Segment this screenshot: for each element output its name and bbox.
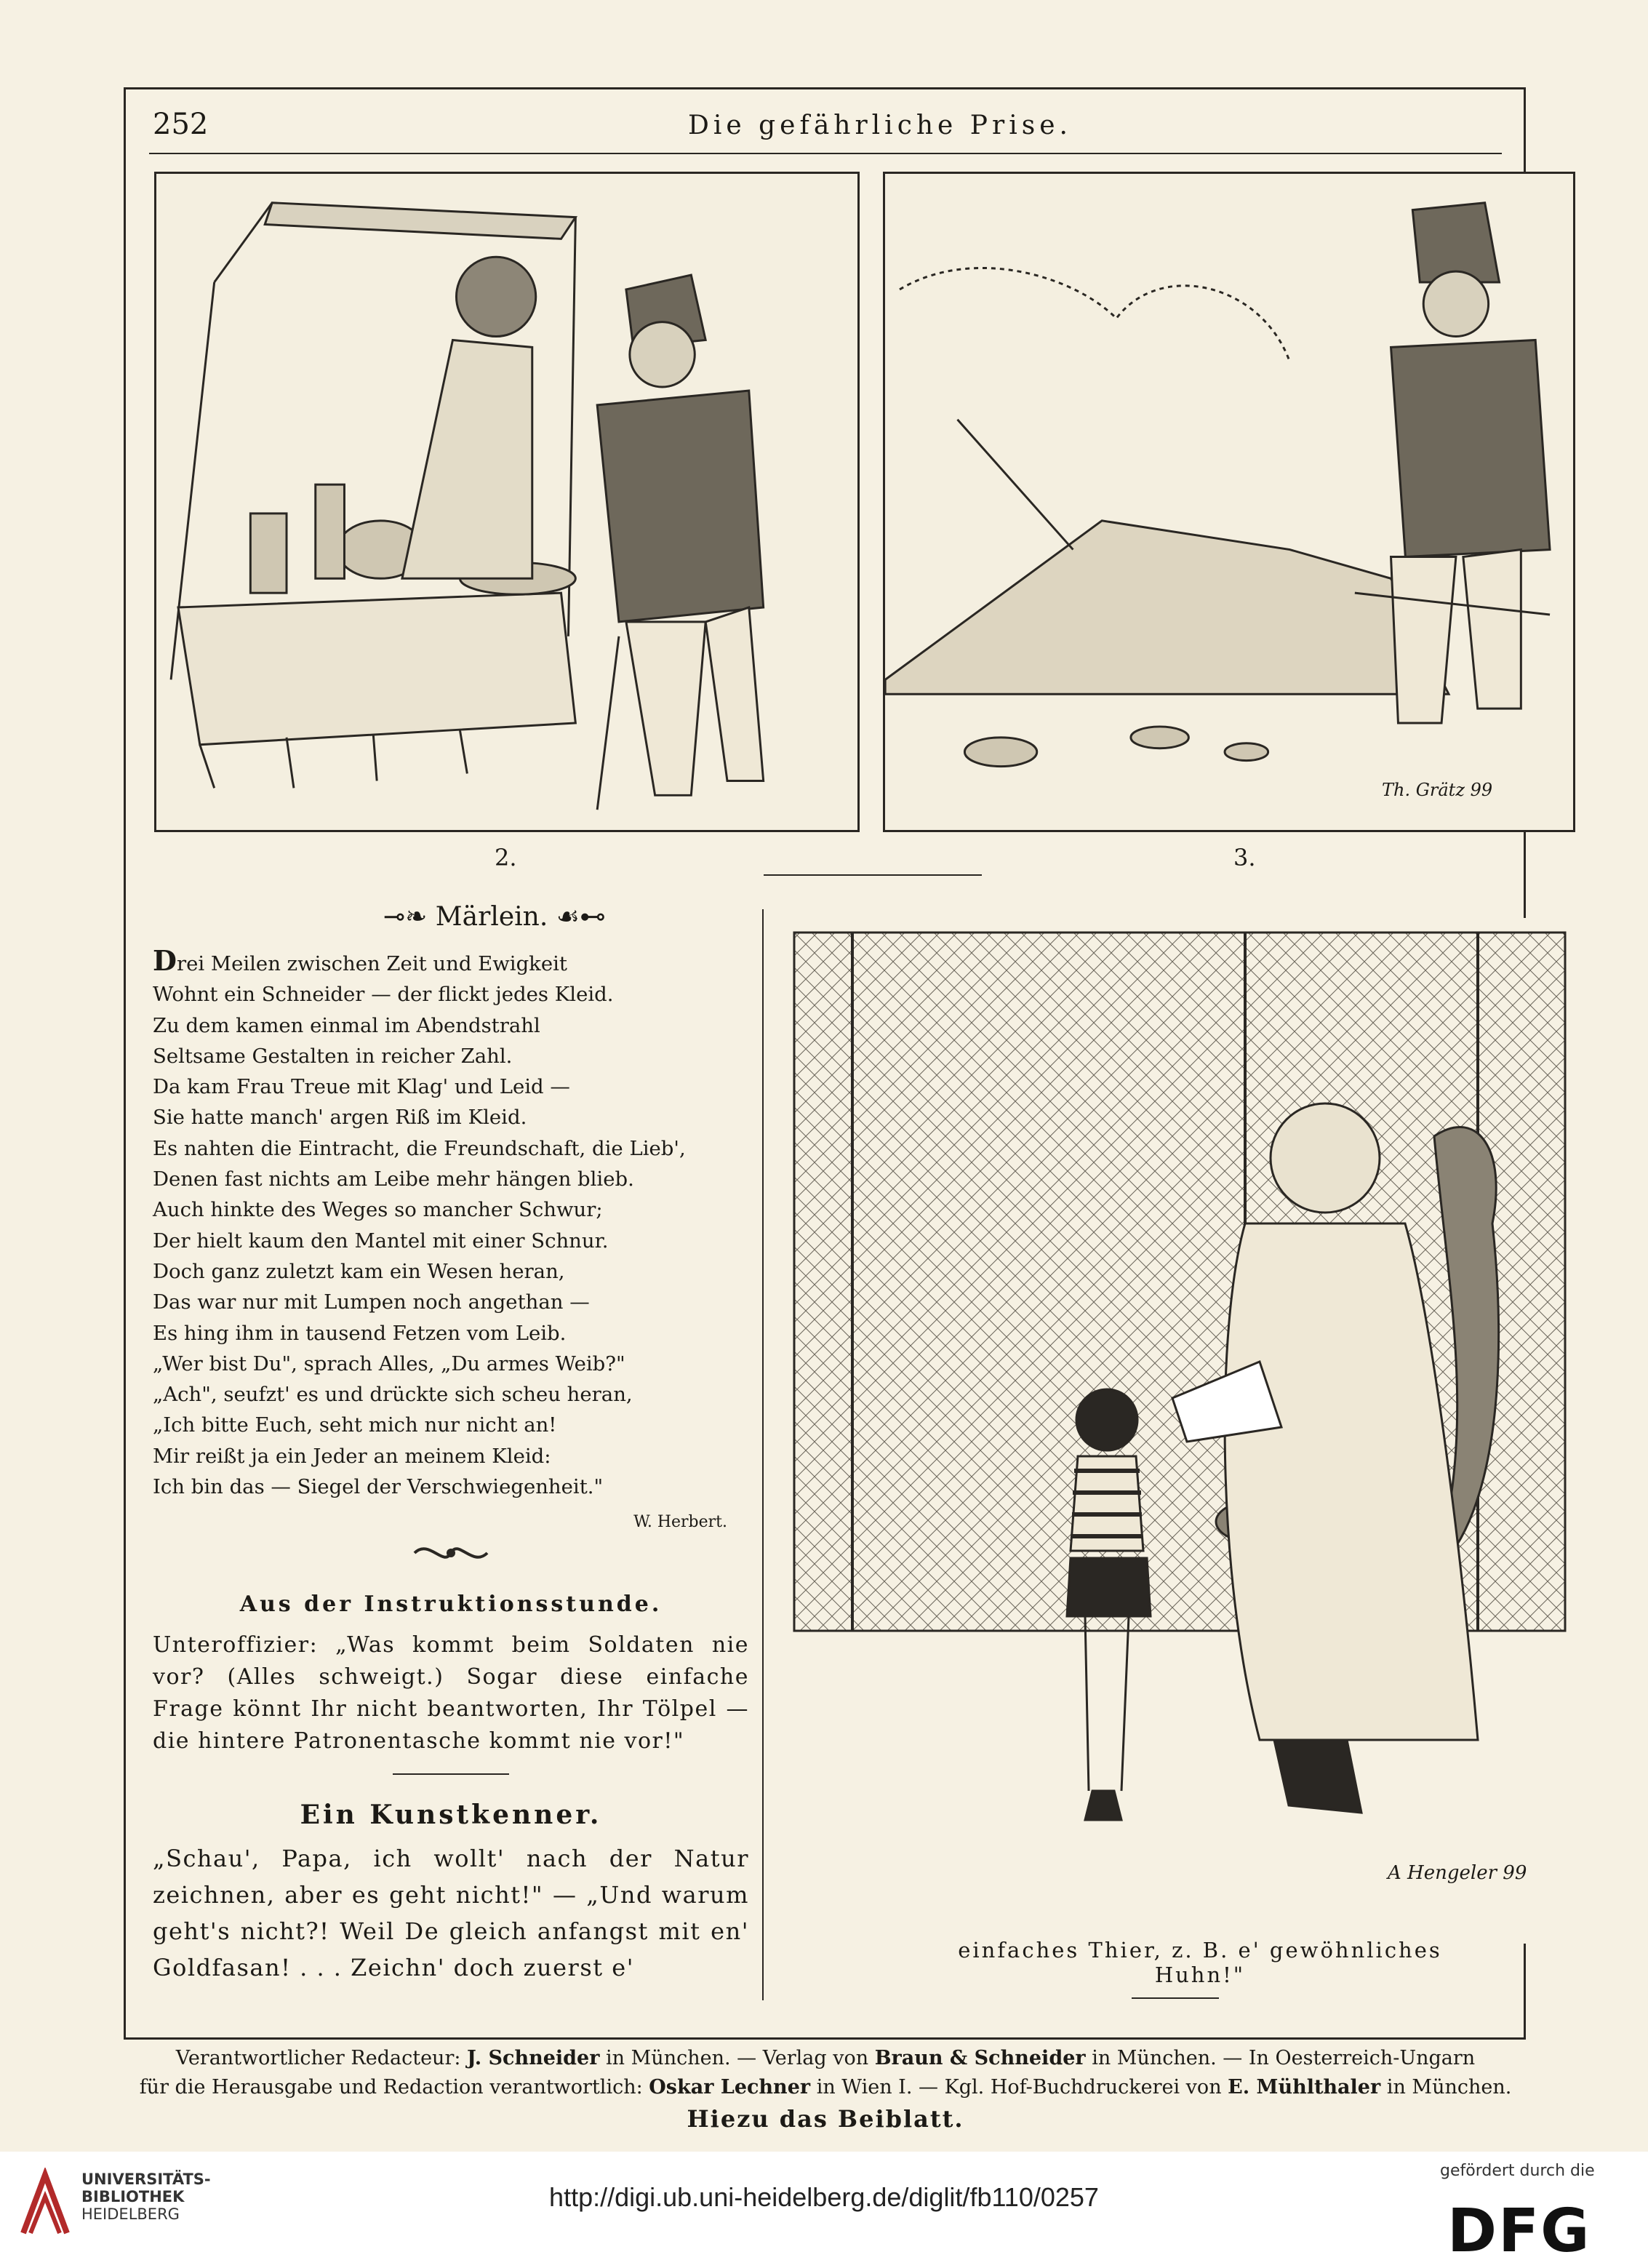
source-url-link[interactable]: http://digi.ub.uni-heidelberg.de/diglit/fb110/0257 — [549, 2182, 1099, 2212]
poem-line: „Wer bist Du", sprach Alles, „Du armes Weib?" — [153, 1351, 625, 1375]
poem-line: Wohnt ein Schneider — der flickt jedes Kleid. — [153, 983, 614, 1007]
figure-label-2: 2. — [495, 844, 517, 871]
figure-label-3: 3. — [1233, 844, 1256, 871]
poem-line: Doch ganz zuletzt kam ein Wesen heran, — [153, 1259, 565, 1283]
poem-line: „Ach", seufzt' es und drückte sich scheu heran, — [153, 1383, 633, 1407]
ornament-right: ☙⊷ — [548, 902, 606, 932]
connoisseur-text: „Schau', Papa, ich wollt' nach der Natur zeichnen, aber es geht nicht!" — „Und warum geht's nicht?! Weil De gleich anfangst mit en' Goldfasan! . . . Zeichn' doch zuerst e' — [153, 1845, 749, 1981]
poem-line: Mir reißt ja ein Jeder an meinem Kleid: — [153, 1444, 551, 1468]
divider-rule — [393, 1773, 509, 1775]
signature-hengeler: A Hengeler 99 — [1388, 1862, 1527, 1884]
poem-line: Ich bin das — Siegel der Verschwiegenheit." — [153, 1475, 604, 1499]
instruction-title: Aus der Instruktionsstunde. — [239, 1592, 663, 1617]
poem-line: Auch hinkte des Weges so mancher Schwur; — [153, 1198, 603, 1222]
connoisseur-title: Ein Kunstkenner. — [300, 1800, 602, 1830]
poem-line: Denen fast nichts am Leibe mehr hängen blieb. — [153, 1167, 634, 1191]
poem-line: Der hielt kaum den Mantel mit einer Schnur. — [153, 1229, 609, 1253]
imprint — [124, 2044, 1527, 2102]
poem-line: Zu dem kamen einmal im Abendstrahl — [153, 1013, 540, 1037]
poem-body — [153, 946, 749, 1502]
flourish-ornament — [407, 1535, 495, 1571]
poem-line: Sie hatte manch' argen Riß im Kleid. — [153, 1106, 527, 1130]
poem-line: Es nahten die Eintracht, die Freundschaft, die Lieb', — [153, 1136, 686, 1160]
ornament-left: ⊸❧ — [383, 902, 436, 932]
poem-author: W. Herbert. — [633, 1513, 727, 1531]
poem-title — [291, 902, 698, 932]
running-title: Die gefährliche Prise. — [688, 111, 1072, 140]
poem-line: „Ich bitte Euch, seht mich nur nicht an! — [153, 1413, 557, 1437]
header-rule — [149, 153, 1502, 154]
cartoon-caption: einfaches Thier, z. B. e' gewöhnliches Huhn!" — [958, 1938, 1442, 1987]
funding-note: gefördert durch die — [1440, 2162, 1595, 2180]
supplement-note: Hiezu das Beiblatt. — [687, 2105, 964, 2133]
poem-line: Drei Meilen zwischen Zeit und Ewigkeit — [153, 944, 567, 977]
illustration-market-stall — [154, 172, 860, 832]
aviary-drawing — [780, 918, 1599, 1944]
library-name: UNIVERSITÄTS- BIBLIOTHEK HEIDELBERG — [81, 2171, 211, 2223]
imprint-line-2: für die Herausgabe und Redaction verantwortlich: Oskar Lechner in Wien I. — Kgl. Hof-Buchdruckerei von E. Mühlthaler in München. — [139, 2076, 1512, 2099]
divider-rule — [1132, 1997, 1219, 1999]
poem-line: Da kam Frau Treue mit Klag' und Leid — — [153, 1075, 570, 1099]
market-stall-drawing — [156, 174, 857, 830]
column-divider — [762, 909, 764, 2000]
dfg-logo: DFG — [1447, 2197, 1591, 2266]
poem-line: Das war nur mit Lumpen noch angethan — — [153, 1290, 590, 1314]
collapsed-stall-drawing — [885, 174, 1573, 830]
poem-initial: D — [153, 944, 177, 977]
poem-title-text: Märlein. — [435, 902, 548, 932]
signature-graetz: Th. Grätz 99 — [1382, 780, 1493, 800]
page-number: 252 — [153, 108, 209, 141]
divider-rule — [764, 874, 982, 876]
poem-line: Seltsame Gestalten in reicher Zahl. — [153, 1044, 513, 1068]
imprint-line-1: Verantwortlicher Redacteur: J. Schneider in München. — Verlag von Braun & Schneider in München. — In Oesterreich-Ungarn — [175, 2047, 1476, 2069]
illustration-aviary — [780, 918, 1599, 1944]
instruction-text: Unteroffizier: „Was kommt beim Soldaten nie vor? (Alles schweigt.) Sogar diese einfache Frage könnt Ihr nicht beantworten, Ihr Tölpel — die hintere Patronentasche kommt nie vor!" — [153, 1632, 749, 1754]
poem-line: Es hing ihm in tausend Fetzen vom Leib. — [153, 1321, 567, 1345]
illustration-collapsed-stall — [883, 172, 1575, 832]
